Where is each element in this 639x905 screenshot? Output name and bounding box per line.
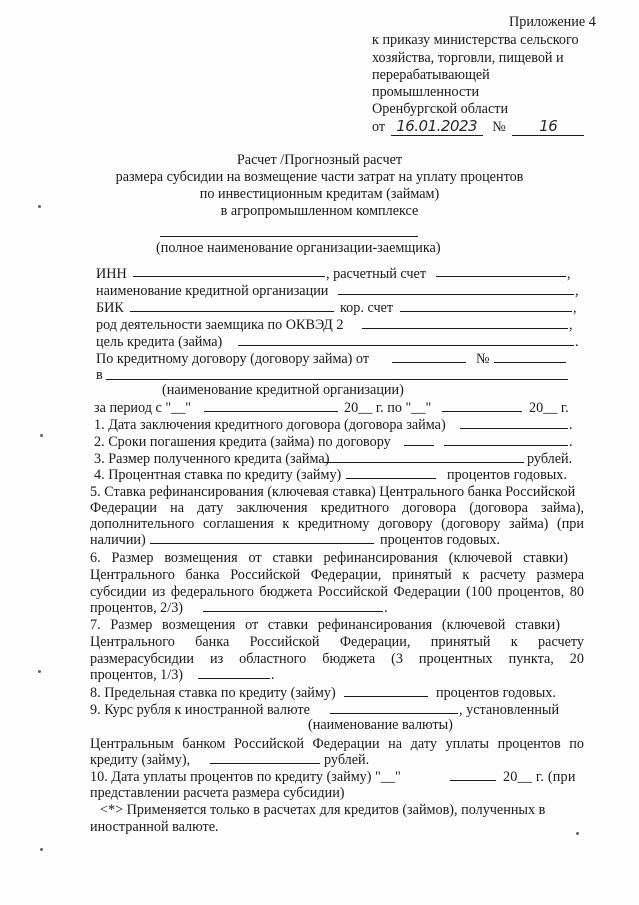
scan-speck bbox=[576, 832, 579, 835]
item-9-label: 9. Курс рубля к иностранной валюте bbox=[90, 702, 310, 718]
account-label: , расчетный счет bbox=[326, 266, 427, 282]
appendix-order-line-1: к приказу министерства сельского bbox=[372, 32, 579, 48]
corr-account-label: кор. счет bbox=[340, 300, 394, 316]
item-6-line-3: субсидии из федерального бюджета Российской Федерации (100 процентов, 80 bbox=[90, 584, 584, 600]
item-8-label: 8. Предельная ставка по кредиту (займу) bbox=[90, 685, 336, 701]
corr-account-field[interactable] bbox=[400, 311, 572, 312]
item-4-field[interactable] bbox=[346, 478, 436, 479]
item-10-year: 20__ г. (при bbox=[503, 769, 576, 785]
inn-field[interactable] bbox=[133, 276, 325, 277]
item-6-line-1: 6. Размер возмещения от ставки рефинансирования (ключевой ставки) bbox=[90, 550, 568, 566]
contract-date-field[interactable] bbox=[392, 362, 466, 363]
item-2-field-b[interactable] bbox=[444, 445, 568, 446]
okved-label: род деятельности заемщика по ОКВЭД 2 bbox=[96, 317, 344, 333]
account-field[interactable] bbox=[436, 276, 566, 277]
item-7-field[interactable] bbox=[198, 678, 270, 679]
bik-label: БИК bbox=[96, 300, 124, 316]
item-3-unit: рублей. bbox=[527, 451, 573, 467]
item-5-line-4a: наличии) bbox=[90, 532, 146, 548]
title-line-2: размера субсидии на возмещение части затрат на уплату процентов bbox=[115, 169, 524, 185]
item-4-label: 4. Процентная ставка по кредиту (займу) bbox=[94, 467, 342, 483]
appendix-order-line-5: Оренбургской области bbox=[372, 101, 509, 117]
comma: , bbox=[573, 300, 577, 316]
period-from-field[interactable] bbox=[204, 411, 338, 412]
item-8-unit: процентов годовых. bbox=[436, 685, 556, 701]
item-8-field[interactable] bbox=[344, 696, 428, 697]
item-3-field[interactable] bbox=[324, 462, 524, 463]
appendix-order-line-2: хозяйства, торговли, пищевой и bbox=[372, 50, 564, 66]
item-3-label: 3. Размер полученного кредита (займа) bbox=[94, 451, 330, 467]
scan-speck bbox=[40, 434, 43, 437]
title-line-4: в агропромышленном комплексе bbox=[220, 203, 419, 219]
period: . bbox=[569, 434, 573, 450]
bank-name-field[interactable] bbox=[338, 294, 574, 295]
item-7-line-1: 7. Размер возмещения от ставки рефинансирования (ключевой ставки) bbox=[90, 617, 560, 633]
period-to-year: 20__ г. bbox=[529, 400, 569, 416]
item-9-line-2: Центральным банком Российской Федерации на дату уплаты процентов по bbox=[90, 736, 584, 752]
period: . bbox=[575, 334, 579, 350]
bik-field[interactable] bbox=[130, 311, 334, 312]
footnote-line-2: иностранной валюте. bbox=[90, 819, 219, 835]
period-to-label: 20__ г. по "__" bbox=[344, 400, 432, 416]
period-to-field[interactable] bbox=[442, 411, 522, 412]
item-9-tail: , установленный bbox=[459, 702, 560, 718]
order-date-line bbox=[372, 118, 584, 136]
item-6-line-4: процентов, 2/3) bbox=[90, 600, 184, 616]
title-line-1: Расчет /Прогнозный расчет bbox=[236, 152, 403, 168]
scan-speck bbox=[40, 848, 43, 851]
item-9-rate-field[interactable] bbox=[210, 763, 320, 764]
item-5-field[interactable] bbox=[150, 543, 374, 544]
order-date-handwritten: 16.01.2023 bbox=[396, 117, 478, 135]
item-7-line-2: Центрального банка Российской Федерации, принятый к расчету bbox=[90, 634, 584, 650]
comma: , bbox=[567, 266, 571, 282]
item-2-label: 2. Сроки погашения кредита (займа) по договору bbox=[94, 434, 391, 450]
period: . bbox=[384, 600, 388, 616]
item-10-label: 10. Дата уплаты процентов по кредиту (займу) "__" bbox=[90, 769, 401, 785]
inn-label: ИНН bbox=[96, 266, 127, 282]
order-number-field bbox=[512, 118, 584, 136]
item-6-line-2: Центрального банка Российской Федерации, принятый к расчету размера bbox=[90, 567, 584, 583]
scan-speck bbox=[38, 670, 41, 673]
okved-field[interactable] bbox=[362, 328, 568, 329]
item-7-line-3: размерасубсидии из областного бюджета (3 процентных пункта, 20 bbox=[90, 651, 584, 667]
item-1-label: 1. Дата заключения кредитного договора (договора займа) bbox=[94, 417, 446, 433]
period-from-label: за период с "__" bbox=[94, 400, 192, 416]
contract-label: По кредитному договору (договору займа) от bbox=[96, 351, 370, 367]
bank-name-label: наименование кредитной организации bbox=[96, 283, 329, 299]
title-line-3: по инвестиционным кредитам (займам) bbox=[199, 186, 440, 202]
item-5-line-1: 5. Ставка рефинансирования (ключевая ставка) Центрального банка Российской bbox=[90, 484, 576, 500]
comma: , bbox=[569, 317, 573, 333]
footnote-line-1: <*> Применяется только в расчетах для кредитов (займов), полученных в bbox=[100, 802, 546, 818]
order-date-prefix: от bbox=[372, 119, 386, 135]
item-1-field[interactable] bbox=[460, 428, 568, 429]
contract-number-label: № bbox=[476, 351, 490, 367]
loan-purpose-label: цель кредита (займа) bbox=[96, 334, 223, 350]
appendix-number: Приложение 4 bbox=[509, 14, 596, 30]
credit-org-caption: (наименование кредитной организации) bbox=[162, 382, 404, 398]
comma: , bbox=[575, 283, 579, 299]
item-9-unit: рублей. bbox=[324, 752, 370, 768]
item-5-unit: процентов годовых. bbox=[380, 532, 500, 548]
item-5-line-2: Федерации на дату заключения кредитного договора (договора займа), bbox=[90, 500, 584, 516]
item-9-currency-field[interactable] bbox=[330, 713, 458, 714]
item-7-line-4: процентов, 1/3) bbox=[90, 667, 184, 683]
appendix-order-line-3: перерабатывающей bbox=[372, 67, 490, 83]
credit-org-field[interactable] bbox=[106, 379, 568, 380]
loan-purpose-field[interactable] bbox=[238, 345, 574, 346]
appendix-order-line-4: промышленности bbox=[372, 84, 480, 100]
order-date-field bbox=[391, 118, 483, 136]
order-number-handwritten: 16 bbox=[539, 117, 558, 135]
period: . bbox=[569, 417, 573, 433]
item-2-field-a[interactable] bbox=[404, 445, 434, 446]
order-number-prefix: № bbox=[492, 119, 506, 135]
item-10-line-2: представлении расчета размера субсидии) bbox=[90, 785, 345, 801]
item-9-caption: (наименование валюты) bbox=[308, 717, 453, 733]
item-4-unit: процентов годовых. bbox=[447, 467, 567, 483]
org-name-field[interactable] bbox=[160, 236, 418, 237]
in-label: в bbox=[96, 367, 103, 383]
scan-speck bbox=[38, 205, 41, 208]
item-5-line-3: дополнительного соглашения к кредитному договору (договору займа) (при bbox=[90, 516, 584, 532]
contract-number-field[interactable] bbox=[494, 362, 566, 363]
period: . bbox=[271, 667, 275, 683]
org-name-caption: (полное наименование организации-заемщика) bbox=[156, 240, 441, 256]
item-10-field[interactable] bbox=[450, 780, 496, 781]
item-9-line-3a: кредиту (займу), bbox=[90, 752, 191, 768]
item-6-field[interactable] bbox=[203, 611, 383, 612]
